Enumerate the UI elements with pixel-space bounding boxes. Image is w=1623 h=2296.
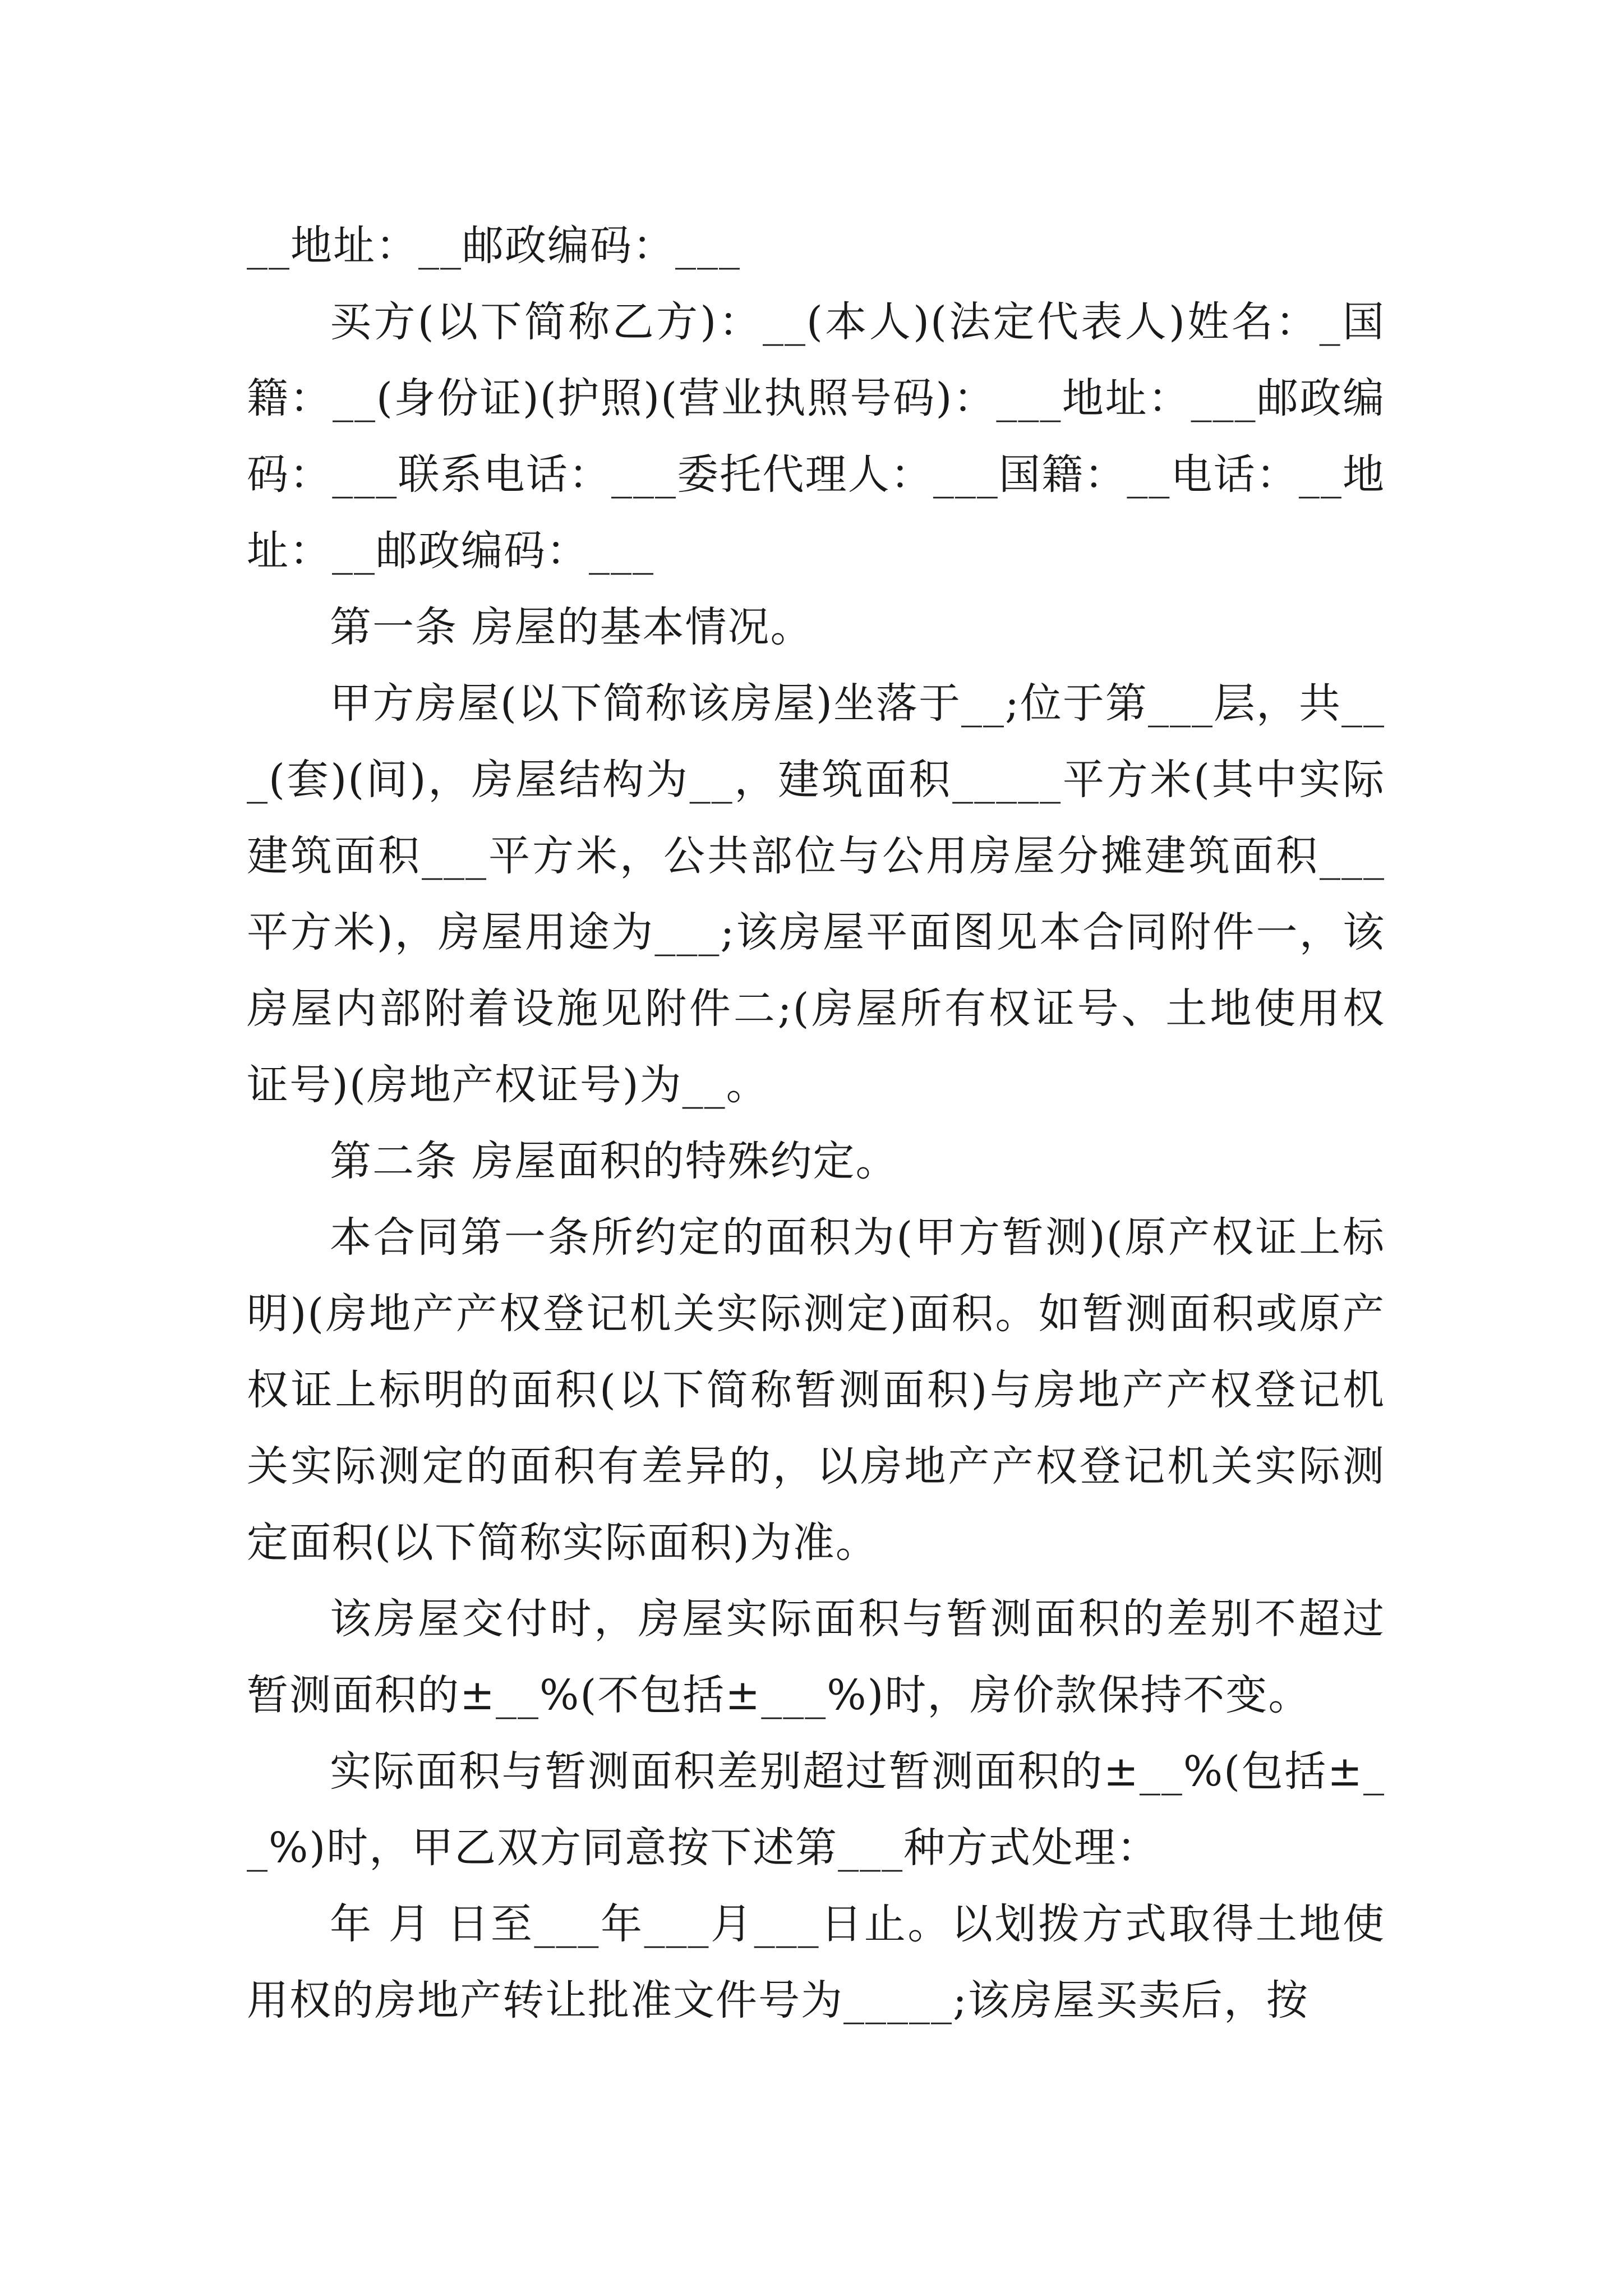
area-excess-paragraph: 实际面积与暂测面积差别超过暂测面积的±__%(包括±__%)时，甲乙双方同意按下述第___种方式处理： xyxy=(247,1747,1385,1872)
seller-address-line: __地址：__邮政编码：___ xyxy=(247,222,741,270)
article-1-heading: 第一条 房屋的基本情况。 xyxy=(330,603,813,651)
contract-body xyxy=(247,208,1385,2039)
buyer-info-paragraph: 买方(以下简称乙方)：__(本人)(法定代表人)姓名：_国籍：__(身份证)(护照)(营业执照号码)：___地址：___邮政编码：___联系电话：___委托代理人：___国籍：__电话：__地址：__邮政编码：___ xyxy=(247,298,1385,575)
article-1-body: 甲方房屋(以下简称该房屋)坐落于__;位于第___层，共___(套)(间)，房屋结构为__，建筑面积_____平方米(其中实际建筑面积___平方米，公共部位与公用房屋分摊建筑面积___平方米)，房屋用途为___;该房屋平面图见本合同附件一，该房屋内部附着设施见附件二;(房屋所有权证号、土地使用权证号)(房地产权证号)为__。 xyxy=(247,679,1385,1109)
article-2-heading: 第二条 房屋面积的特殊约定。 xyxy=(330,1137,898,1185)
article-2-body: 本合同第一条所约定的面积为(甲方暂测)(原产权证上标明)(房地产产权登记机关实际测定)面积。如暂测面积或原产权证上标明的面积(以下简称暂测面积)与房地产产权登记机关实际测定的面积有差异的，以房地产产权登记机关实际测定面积(以下简称实际面积)为准。 xyxy=(247,1213,1385,1567)
land-use-paragraph: 年 月 日至___年___月___日止。以划拨方式取得土地使用权的房地产转让批准文件号为_____;该房屋买卖后，按 xyxy=(247,1900,1385,2024)
area-tolerance-paragraph: 该房屋交付时，房屋实际面积与暂测面积的差别不超过暂测面积的±__%(不包括±___%)时，房价款保持不变。 xyxy=(247,1595,1385,1719)
